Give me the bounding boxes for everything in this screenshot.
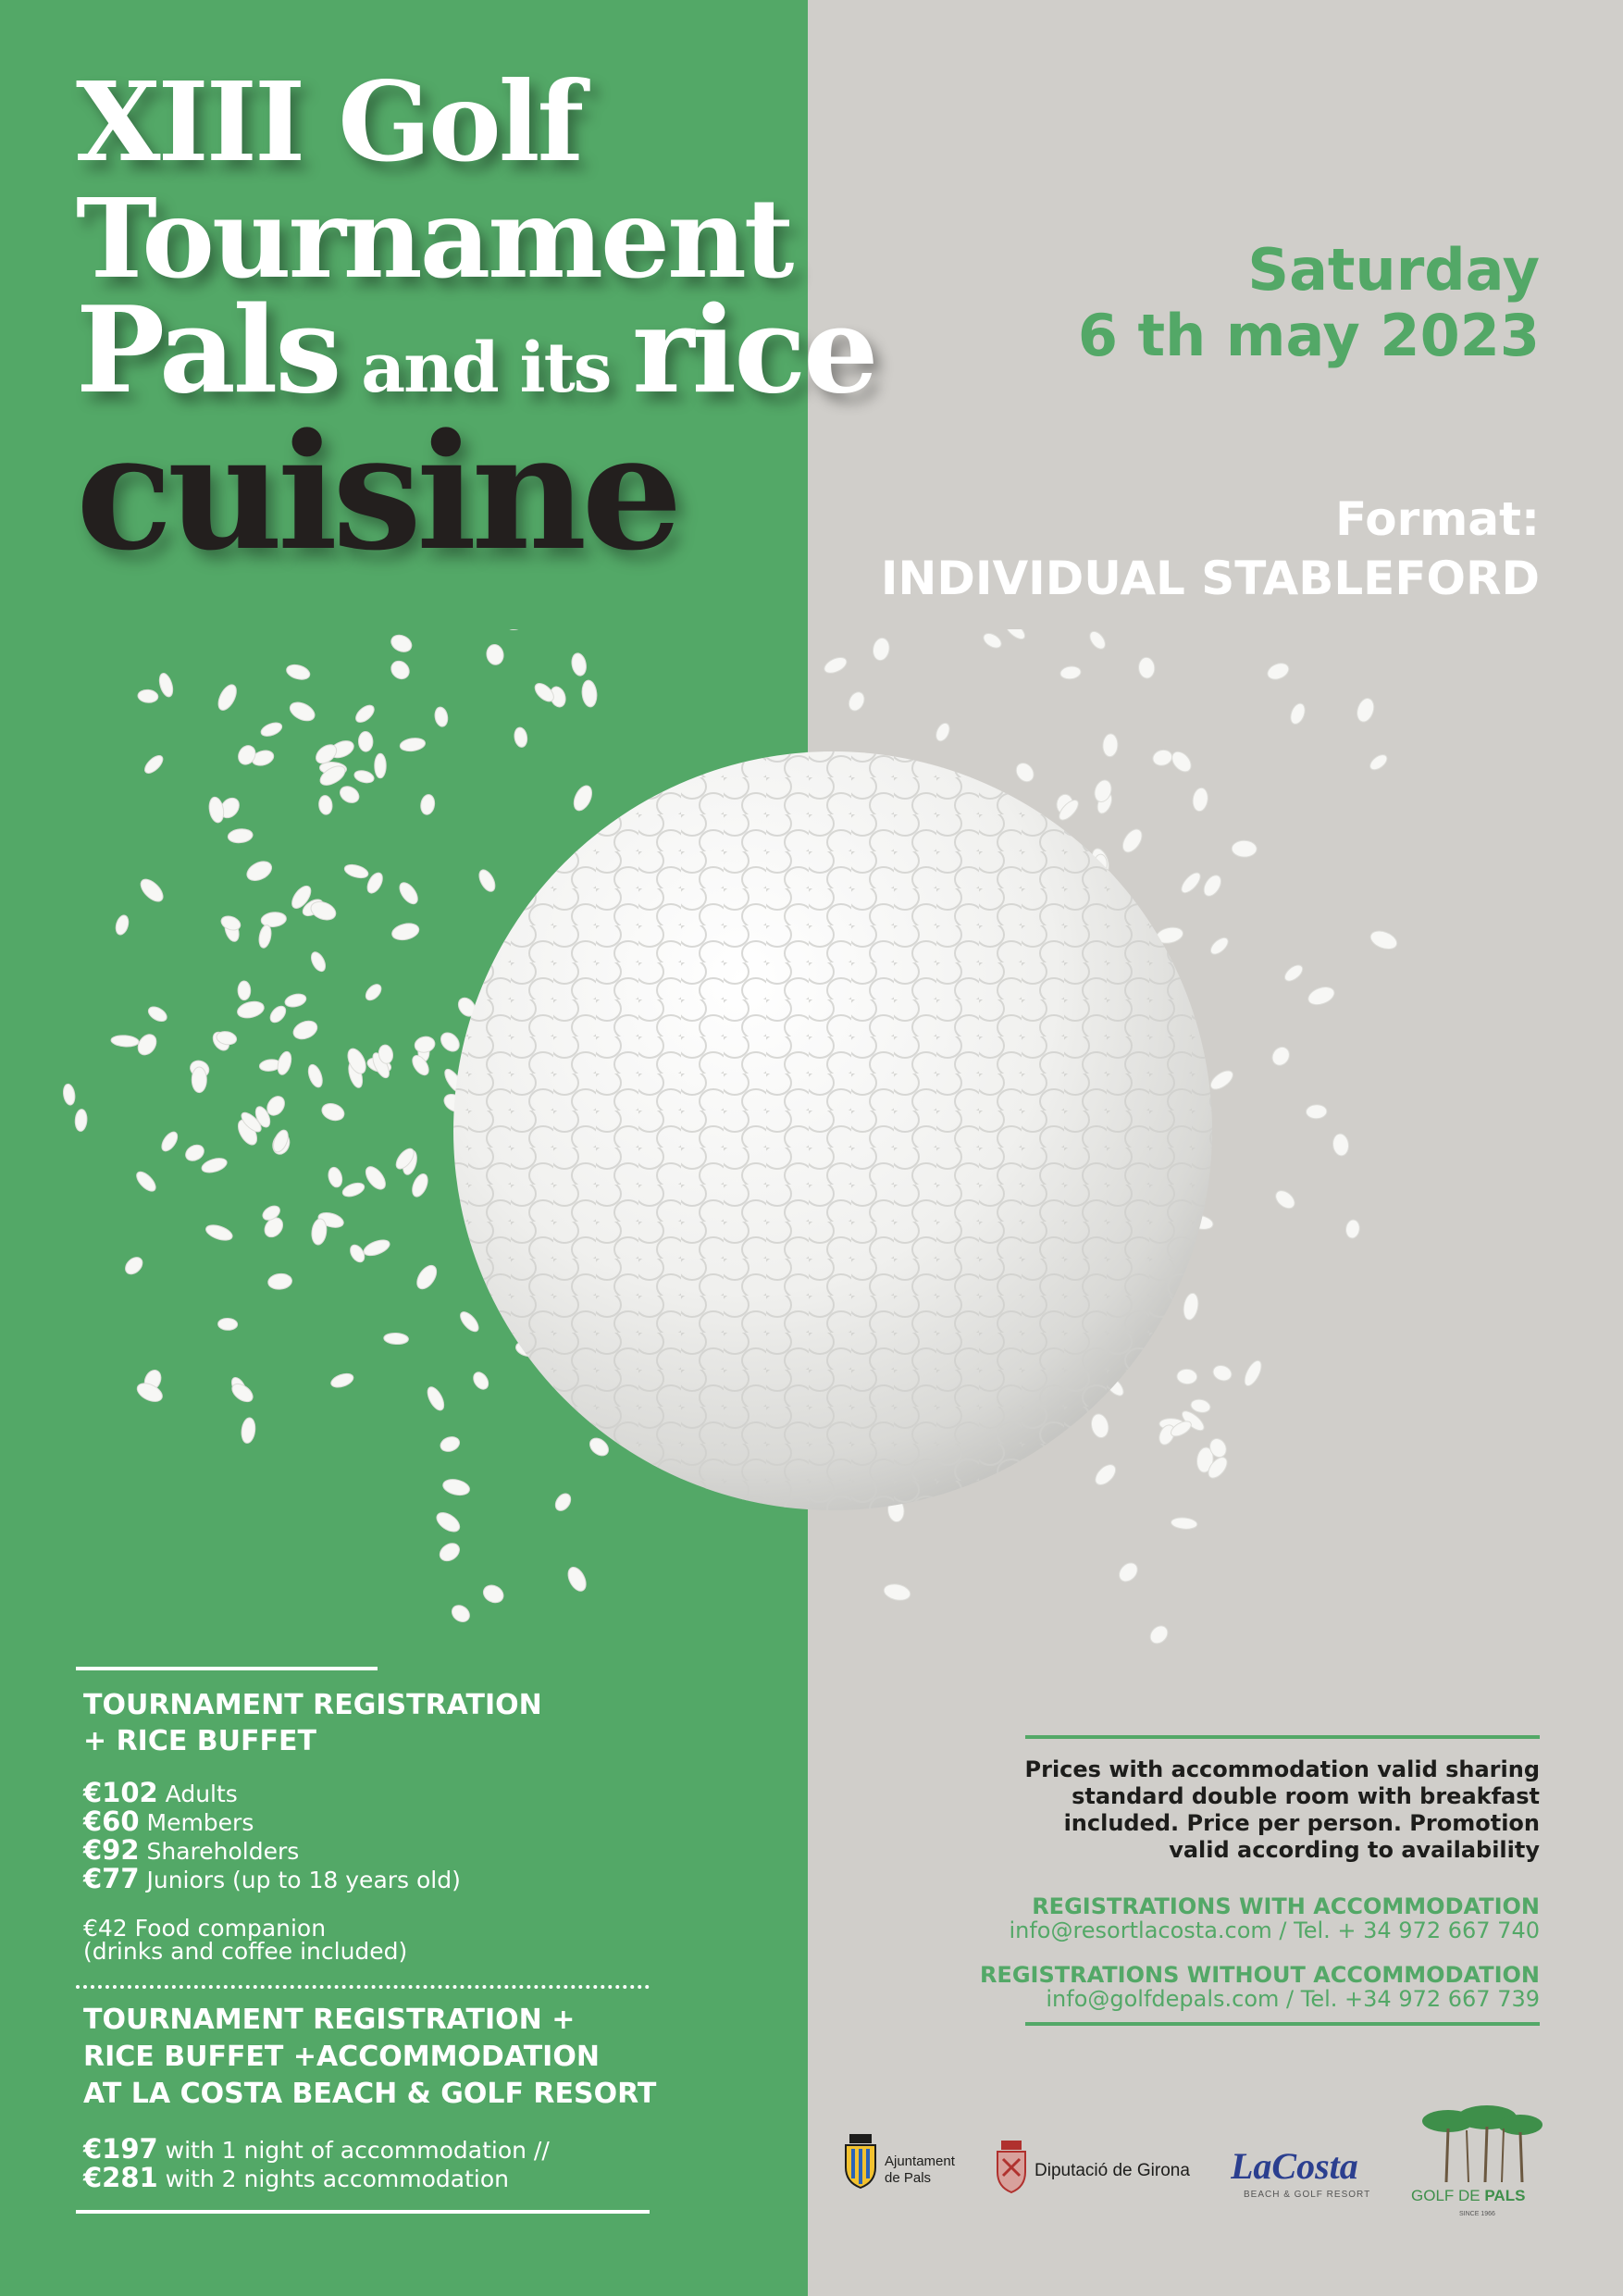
rice-grain [470,1370,490,1392]
svg-text:LaCosta: LaCosta [1231,2145,1358,2187]
rice-grain [137,689,158,703]
rice-grain [981,630,1004,651]
rice-grain [353,769,375,785]
rice-grain [319,1100,346,1123]
format-label: Format: [1335,492,1540,546]
rice-grain [384,1333,409,1345]
rice-grain [1232,840,1257,857]
rice-grain [348,1243,367,1265]
diputacio-crest-icon [994,2135,1199,2200]
rice-grain [157,672,176,699]
rice-grain [449,1602,473,1625]
title-line-2: Tournament [76,174,792,303]
note-line-2: standard double room with breakfast [1072,1783,1540,1809]
rice-grain [480,1582,506,1606]
contact-detail-without-accommodation[interactable]: info@golfdepals.com / Tel. +34 972 667 739 [1046,1986,1540,2012]
rice-grain [1269,1044,1293,1069]
price-row [83,2133,550,2165]
rice-grain [1002,629,1027,642]
rice-grain [1190,1397,1212,1414]
rice-grain [388,657,413,682]
rice-grain [236,999,266,1021]
rice-grain [1092,1461,1120,1489]
rice-grain [822,654,849,676]
rice-grain [1192,787,1209,812]
rice-grain [276,1050,294,1076]
rice-grain [267,1003,289,1025]
rice-grain [1272,1187,1298,1212]
rice-grain [414,1035,437,1054]
rice-grain [308,949,328,974]
rice-grain [228,827,254,844]
svg-text:de Pals: de Pals [885,2170,932,2186]
rice-grain [390,921,421,942]
svg-text:Ajuntament: Ajuntament [885,2153,955,2169]
price-label: with 2 nights accommodation [157,2166,509,2192]
rice-grain [1169,748,1196,775]
rice-grain [343,863,370,880]
note-line-4: valid according to availability [1169,1837,1540,1863]
golf-de-pals-logo [1411,2101,1545,2223]
rice-grain [1211,1363,1234,1384]
rice-grain [1089,1412,1110,1439]
rice-grain [74,1109,87,1132]
title-pals: Pals [76,281,340,420]
rice-grain [587,1434,612,1459]
lacosta-wordmark-icon [1231,2145,1388,2201]
rice-grain [1282,962,1305,985]
rice-grain [287,699,317,725]
registration-buffet-heading-1: TOURNAMENT REGISTRATION [83,1689,542,1721]
rice-grain [329,1371,355,1390]
price-label: Adults [157,1781,238,1807]
price-row [83,1863,461,1894]
rice-grain [318,795,333,815]
rice-grain [1288,701,1307,726]
rice-grain [238,981,251,1000]
rice-grain [564,1564,589,1594]
rice-grain [883,1582,912,1602]
rice-grain [1208,935,1231,957]
rice-grain [1265,660,1291,682]
rice-grain [1146,1622,1171,1646]
format-value: INDIVIDUAL STABLEFORD [880,552,1540,605]
divider-top [76,1667,378,1670]
rice-grain [438,1029,464,1055]
rice-grain [1306,984,1337,1008]
title-line-4: cuisine [76,398,677,586]
rice-grain [62,1084,76,1106]
rice-grain [425,1384,448,1413]
rice-grain [341,1181,365,1199]
rice-grain [146,1004,169,1024]
rice-grain [872,637,891,662]
rice-grain [409,1172,430,1198]
rice-grain [396,879,421,907]
rice-grain [192,1067,206,1093]
registration-accommodation-heading-1: TOURNAMENT REGISTRATION + [83,2004,576,2036]
rice-grain [485,643,505,666]
price-label: with 1 night of accommodation // [157,2137,550,2164]
pine-trees-icon [1411,2101,1545,2223]
rice-grain [327,1166,344,1189]
rice-grain [433,1508,463,1535]
food-companion-line-1: €42 Food companion [83,1915,327,1942]
rice-grain [1208,1067,1236,1093]
price-amount: €77 [83,1863,140,1894]
note-line-1: Prices with accommodation valid sharing [1024,1756,1540,1782]
rice-grain [439,1434,462,1454]
registration-buffet-heading-2: + RICE BUFFET [83,1725,316,1757]
rice-grain [437,1540,463,1565]
divider-dotted [76,1985,650,1989]
rice-grain [1182,1292,1200,1321]
info-divider-top [1025,1735,1540,1739]
rice-grain [353,702,377,726]
rice-grain [285,663,312,682]
rice-grain [1116,1559,1142,1585]
price-amount: €281 [83,2162,158,2193]
svg-text:BEACH & GOLF RESORT: BEACH & GOLF RESORT [1244,2190,1371,2200]
rice-grain [581,679,599,707]
price-label: Juniors (up to 18 years old) [139,1867,461,1893]
price-amount: €197 [83,2133,158,2165]
rice-grain [1368,751,1390,773]
rice-grain [1200,872,1224,899]
ajuntament-crest-icon [838,2128,977,2203]
contact-heading-without-accommodation: REGISTRATIONS WITHOUT ACCOMMODATION [979,1962,1540,1988]
note-line-3: included. Price per person. Promotion [1063,1810,1540,1836]
rice-grain [358,731,373,751]
rice-grain [399,737,426,752]
rice-grain [310,1218,328,1246]
rice-grain [207,796,226,824]
rice-grain [122,1254,145,1277]
rice-grain [570,652,588,677]
food-companion-line-2: (drinks and coffee included) [83,1938,408,1965]
rice-grain [1012,760,1037,786]
rice-grain [1138,657,1156,679]
price-row [83,1806,254,1837]
contact-detail-with-accommodation[interactable]: info@resortlacosta.com / Tel. + 34 972 667 740 [1009,1917,1540,1943]
svg-text:GOLF DE PALS: GOLF DE PALS [1411,2187,1526,2204]
rice-grain [1171,1517,1197,1531]
rice-grain [134,1031,160,1058]
rice-grain [200,1156,229,1175]
rice-grain [133,1169,158,1195]
rice-grain [1059,665,1082,680]
rice-grain [111,1035,140,1048]
rice-grain [441,1477,471,1497]
rice-grain [1344,1219,1360,1239]
rice-grain [419,793,436,815]
rice-grain [217,1318,237,1331]
rice-grain [137,875,167,905]
rice-grain [846,689,867,714]
rice-grain [114,913,130,936]
ajuntament-de-pals-logo [838,2128,977,2203]
golf-ball-rice-illustration [0,629,1623,1703]
rice-grain [503,629,529,633]
rice-grain [457,1309,481,1334]
rice-grain [570,783,595,813]
rice-grain [934,721,952,743]
rice-grain [1332,1133,1350,1157]
title-and-its: and its [339,329,633,408]
title-rice: rice [632,281,876,420]
rice-grain [514,726,529,748]
rice-grain [363,982,384,1003]
rice-grain [1368,927,1399,952]
price-amount: €60 [83,1806,140,1837]
rice-grain [241,1417,257,1444]
info-divider-bottom [1025,2022,1540,2026]
rice-grain [433,706,449,727]
rice-grain [219,913,242,932]
rice-grain [257,924,273,949]
price-label: Shareholders [139,1838,300,1865]
rice-grain [291,1018,320,1043]
rice-grain [389,632,415,655]
registration-accommodation-heading-2: RICE BUFFET +ACCOMMODATION [83,2041,600,2073]
rice-grain [159,1129,181,1153]
price-row [83,1834,299,1866]
diputacio-de-girona-logo [994,2135,1199,2200]
rice-grain [1306,1104,1327,1119]
lacosta-logo [1231,2145,1388,2201]
rice-grain [1151,748,1173,767]
rice-grain [215,682,240,714]
rice-grain [1086,629,1108,652]
rice-grain [1241,1359,1264,1389]
rice-grain [1176,1369,1197,1384]
rice-grain [305,1062,325,1088]
event-date: 6 th may 2023 [1077,302,1540,369]
rice-grain [476,867,498,894]
event-day: Saturday [1247,236,1540,304]
divider-bottom [76,2210,650,2214]
rice-grain [375,753,386,778]
rice-grain [362,1237,391,1259]
rice-grain [344,1046,369,1076]
rice-grain [243,858,274,885]
title-line-1: XIII Golf [76,57,582,186]
price-amount: €92 [83,1834,140,1866]
rice-grain [284,992,308,1009]
rice-grain [552,1491,574,1514]
rice-grain [142,752,166,776]
price-amount: €102 [83,1777,158,1808]
rice-grain [1355,696,1377,724]
rice-grain [204,1222,234,1244]
price-row [83,1777,238,1808]
rice-grain [362,1163,389,1193]
rice-grain [337,783,362,806]
price-row [83,2162,509,2193]
svg-text:Diputació de Girona: Diputació de Girona [1035,2161,1190,2180]
rice-grain [1119,825,1146,855]
price-label: Members [139,1809,254,1836]
svg-text:SINCE 1966: SINCE 1966 [1459,2211,1495,2217]
rice-grain [183,1142,207,1164]
registration-accommodation-heading-3: AT LA COSTA BEACH & GOLF RESORT [83,2078,657,2110]
rice-grain [413,1262,440,1293]
rice-grain [267,1272,292,1290]
rice-grain [1178,870,1203,896]
contact-heading-with-accommodation: REGISTRATIONS WITH ACCOMMODATION [1032,1893,1540,1919]
rice-grain [1102,733,1118,757]
rice-grain [259,720,283,738]
